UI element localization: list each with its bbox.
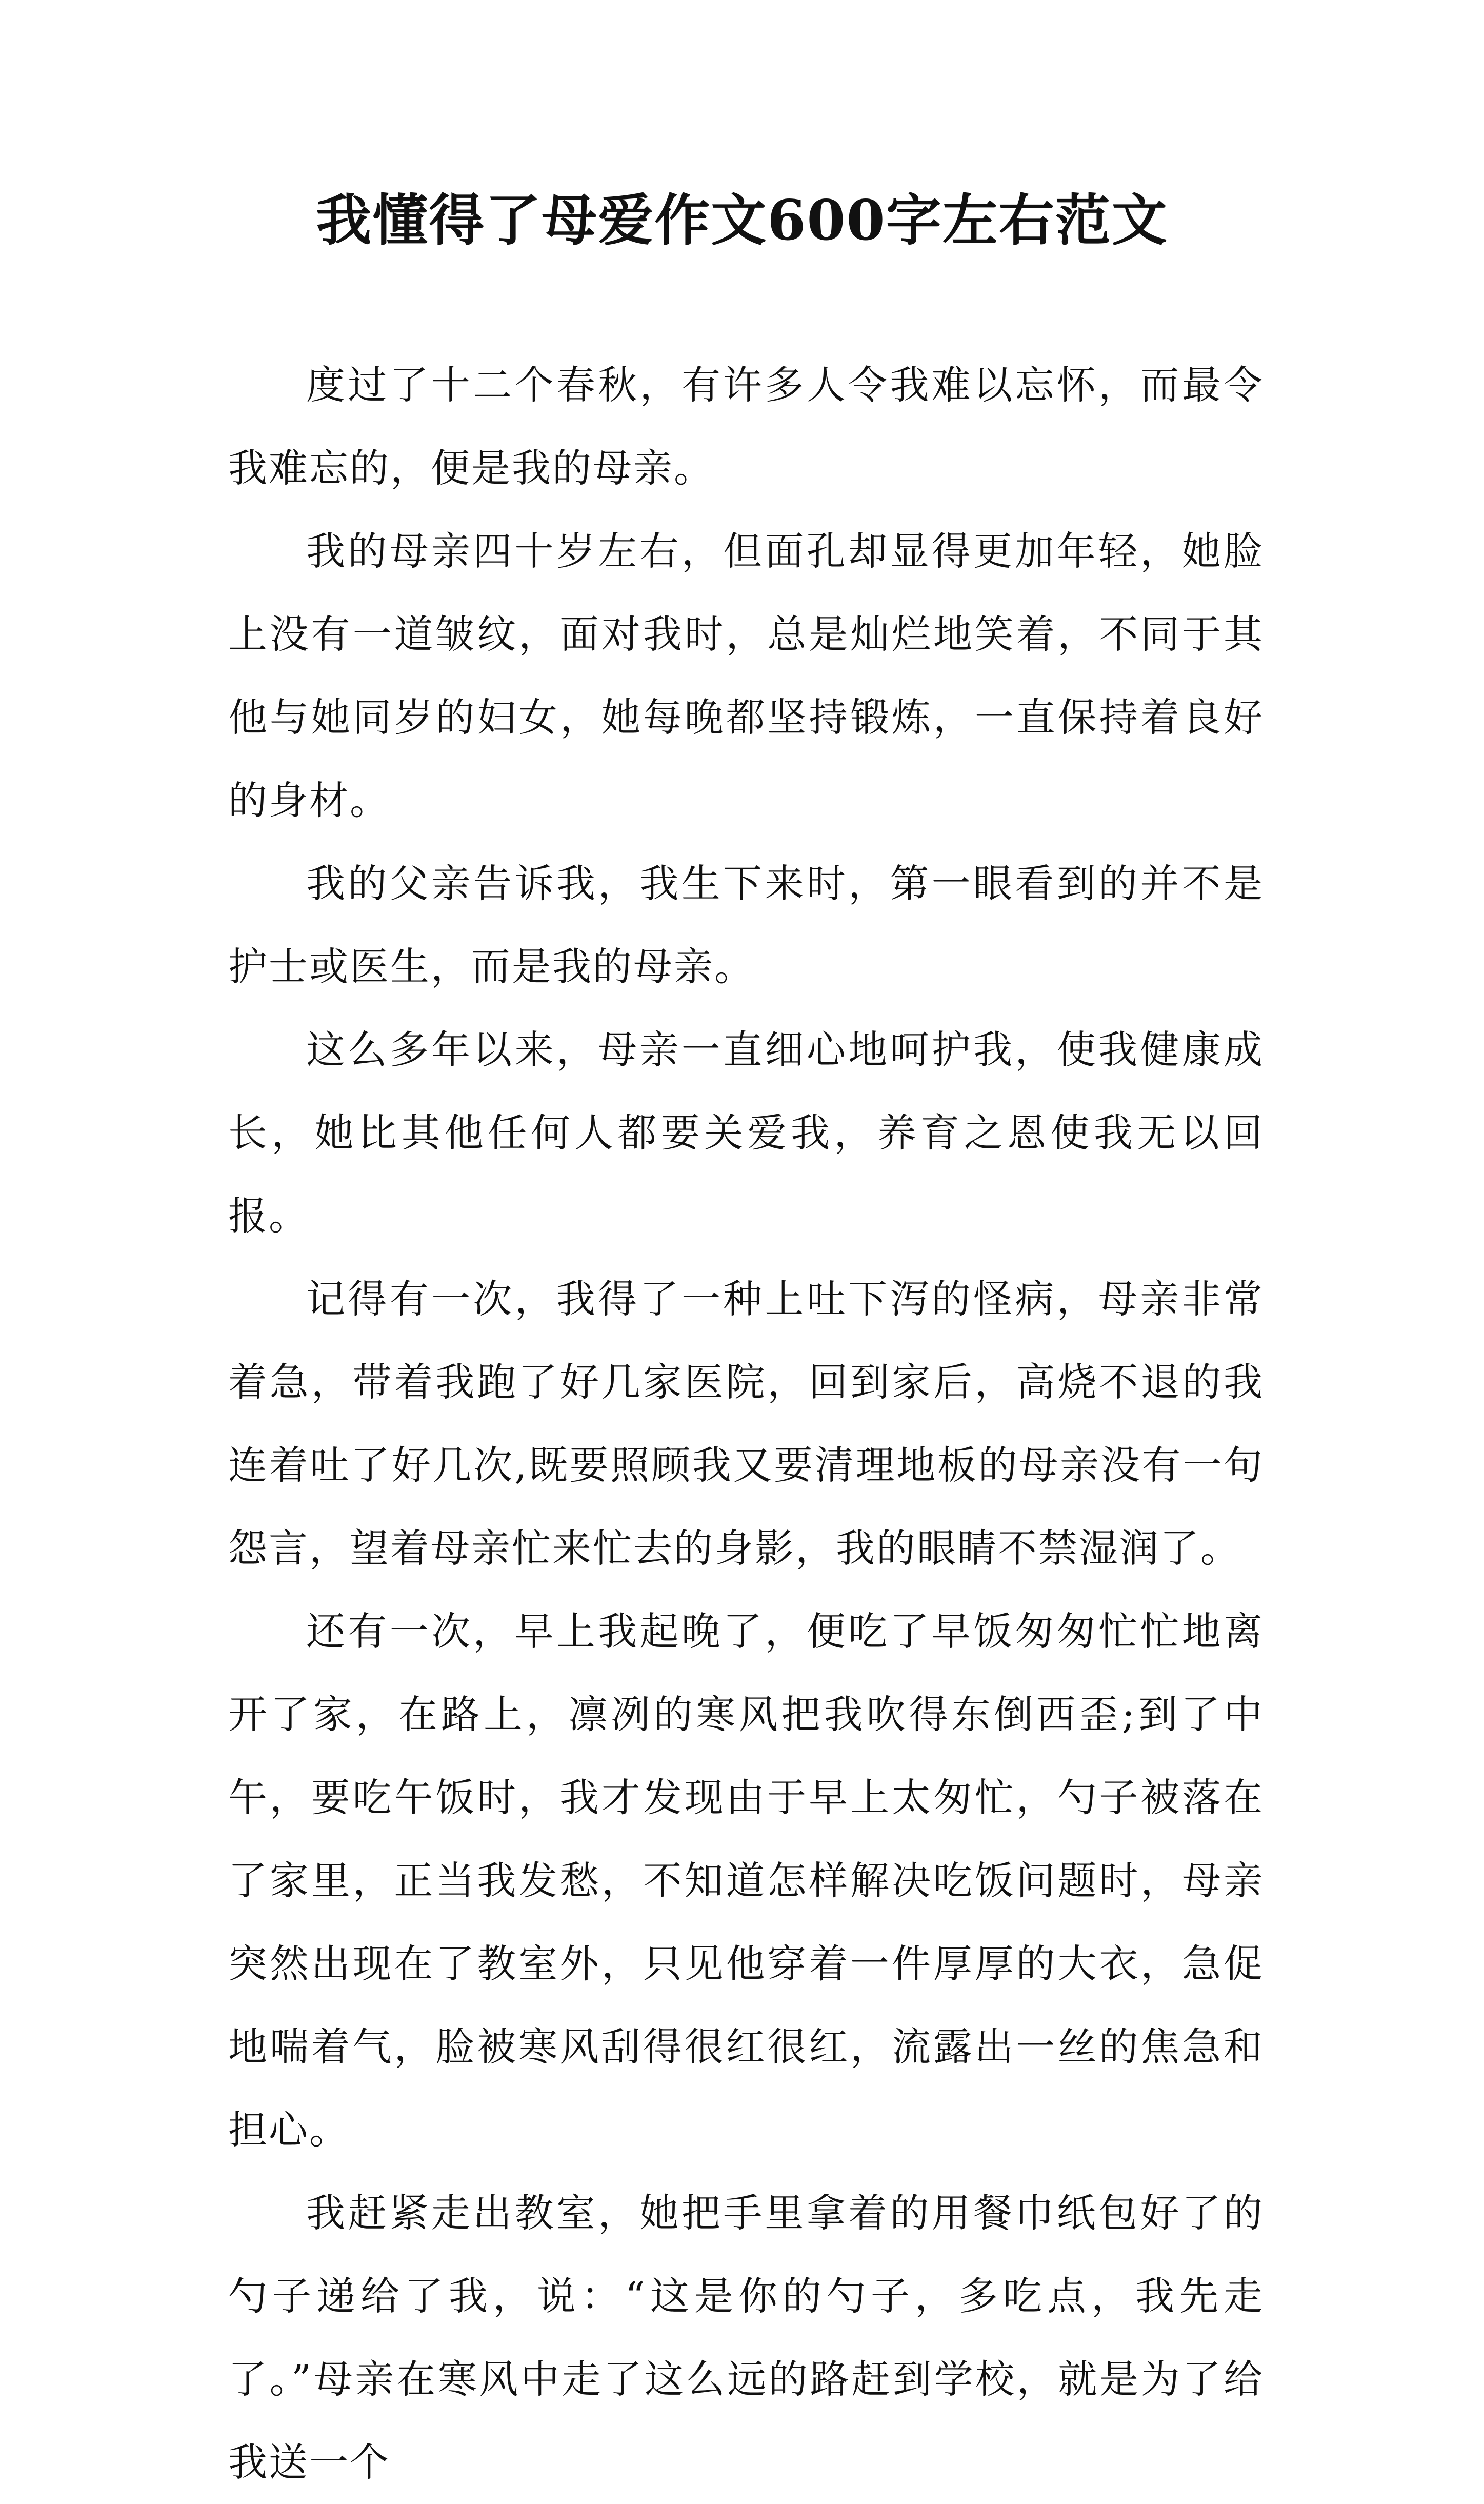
- paragraph: 记得有一次，我得了一种上吐下泻的怪病，母亲非常着急，带着我跑了好几家医院，回到家后，高烧不退的我连着吐了好几次,既要照顾我又要清理地板的母亲没有一句怨言，望着母亲忙来忙去的身影，我的眼睛不禁湿润了。: [228, 1276, 1264, 1571]
- paragraph: 我的父亲告诉我，我生下来时，第一眼看到的并不是护士或医生，而是我的母亲。: [228, 861, 1264, 989]
- paragraph: 这么多年以来，母亲一直细心地呵护我，使我健康成长，她比其他任何人都要关爱我，养育之恩使我无以回报。: [228, 1027, 1264, 1239]
- document-body: [228, 344, 1264, 2504]
- paragraph: 我的母亲四十岁左右，但面孔却显得更加年轻，她脸上没有一道皱纹，面对我时，总是灿烂地笑着，不同于其他与她同岁的妇女，她每晚都坚持锻炼，一直保持着良好的身材。: [228, 528, 1264, 823]
- paragraph: 我赶紧走出教室，她把手里拿着的用餐巾纸包好了的勺子递给了我，说：“这是你的勺子，多吃点，我先走了。”母亲在寒风中走了这么远的路赶到学校，就是为了给我送一个: [228, 2190, 1264, 2485]
- paragraph: 度过了十二个春秋，有许多人令我难以忘怀，而最令我难忘的，便是我的母亲。: [228, 362, 1264, 491]
- document-title: 我懂得了母爱作文600字左右范文: [316, 188, 1168, 253]
- paragraph: 还有一次，早上我起晚了，便吃了早饭匆匆忙忙地离开了家，在路上，凛冽的寒风把我吹得东倒西歪;到了中午，要吃午饭时，我才发现由于早上太匆忙，勺子被落在了家里，正当我发愁，不知道怎样解决吃饭问题时，母亲突然出现在了教室外，只见他穿着一件厚厚的大衣，急促地喘着气，脸被寒风刮得很红很红，流露出一丝的焦急和担心。: [228, 1608, 1264, 2153]
